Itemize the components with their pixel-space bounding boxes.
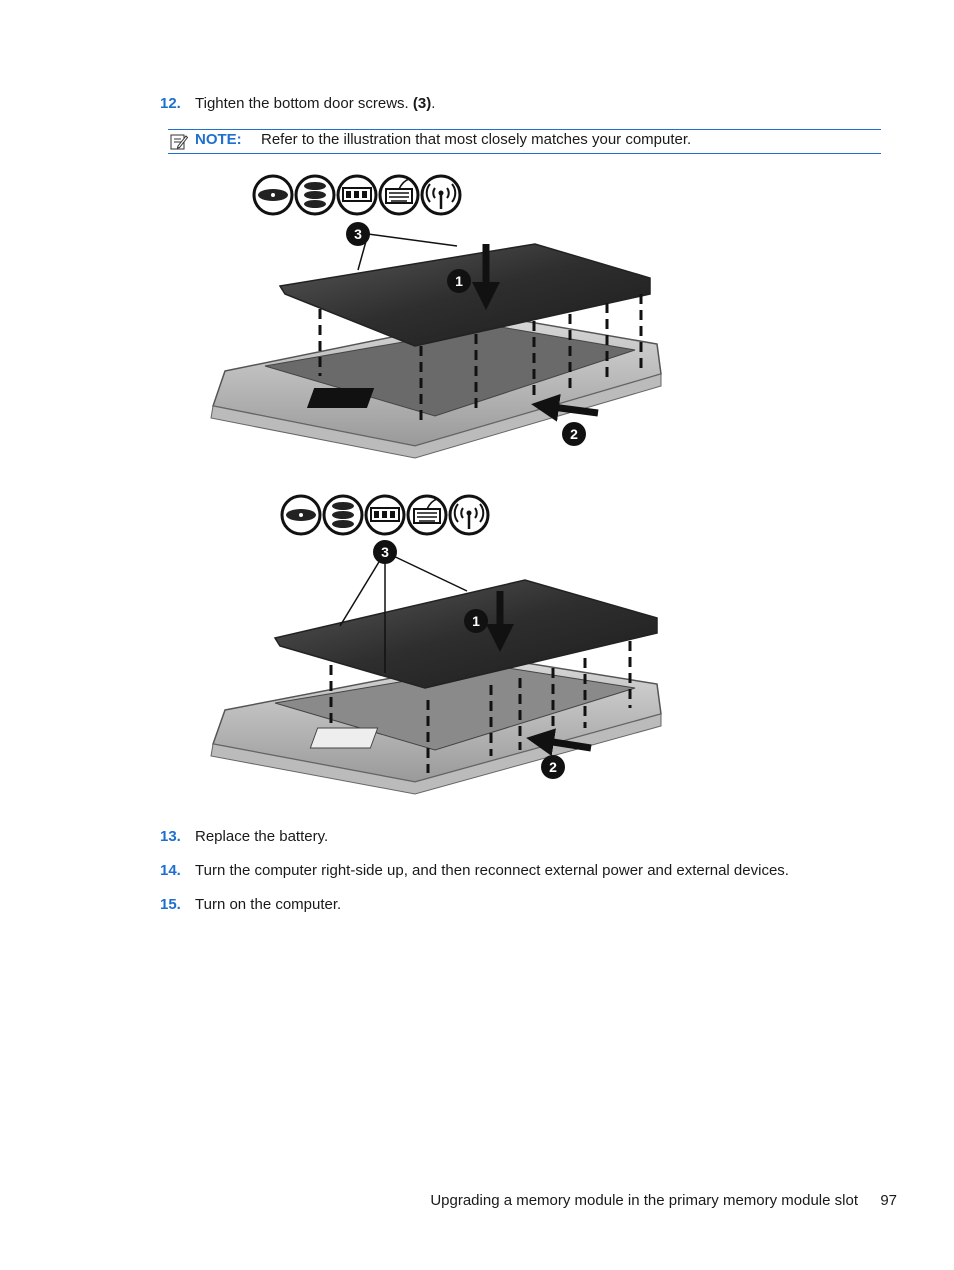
component-icons [254,176,460,214]
step-15 [0,894,954,916]
note-label: NOTE: [195,131,242,148]
svg-text:3: 3 [381,544,389,560]
component-icons [282,496,488,534]
note-pencil-icon [170,133,188,150]
page-footer [0,1190,954,1212]
callout-3 [346,222,370,246]
step-number: 14. [160,862,181,879]
step-text: Replace the battery. [195,828,329,845]
keyboard-icon [380,176,418,214]
wireless-icon [450,496,488,534]
callout-1 [447,269,471,293]
svg-text:3: 3 [354,226,362,242]
step-text-main: Tighten the bottom door screws. [195,95,409,112]
page-number: 97 [880,1192,897,1209]
callout-1 [464,609,488,633]
step-number: 12. [160,95,181,112]
step-number: 15. [160,896,181,913]
bottom-door-illustration-1 [195,166,677,486]
keyboard-icon [408,496,446,534]
bottom-door [280,244,650,346]
footer-section-title: Upgrading a memory module in the primary memory module slot [430,1192,858,1209]
step-12 [0,93,954,115]
note-text: Refer to the illustration that most closely matches your computer. [261,131,692,148]
memory-module-icon [338,176,376,214]
svg-text:1: 1 [455,273,463,289]
svg-text:2: 2 [570,426,578,442]
callout-2 [541,755,565,779]
step-text: Turn on the computer. [195,896,342,913]
step-callout: (3) [412,95,432,112]
step-number: 13. [160,828,181,845]
callout-2 [562,422,586,446]
step-text [195,93,435,115]
hard-drive-icon [296,176,334,214]
optical-drive-icon [254,176,292,214]
callout-3 [373,540,397,564]
bottom-door-illustration-2 [195,488,677,808]
svg-text:2: 2 [549,759,557,775]
note-box [168,129,881,154]
hard-drive-icon [324,496,362,534]
step-14 [0,860,954,882]
step-text: Turn the computer right-side up, and then reconnect external power and external devices. [195,862,789,879]
step-13 [0,826,954,848]
step-text-tail: . [431,95,436,112]
svg-text:1: 1 [472,613,480,629]
optical-drive-icon [282,496,320,534]
wireless-icon [422,176,460,214]
memory-module-icon [366,496,404,534]
